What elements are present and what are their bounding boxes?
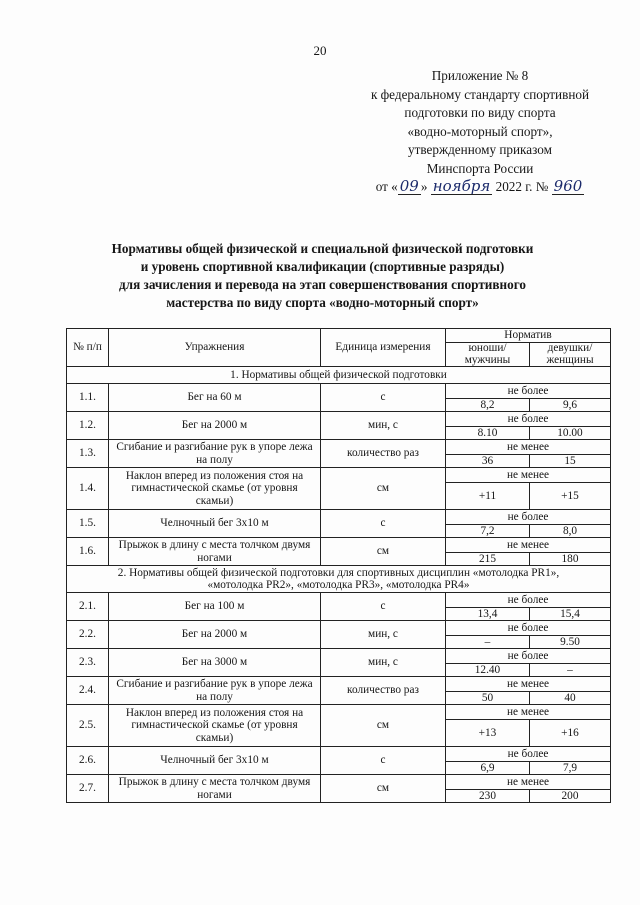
row-num: 2.3. [67, 649, 109, 677]
document-title [40, 240, 605, 312]
row-num: 1.1. [67, 384, 109, 412]
appendix-line: Минспорта России [426, 160, 534, 176]
row-unit: см [321, 775, 446, 803]
row-girls-value: 200 [530, 790, 611, 803]
page-number: 20 [313, 43, 327, 58]
row-condition: не менее [446, 468, 611, 483]
row-unit: мин, с [321, 649, 446, 677]
row-exercise: Сгибание и разгибание рук в упоре лежа на полу [109, 677, 321, 705]
row-exercise: Бег на 2000 м [109, 621, 321, 649]
row-girls-value: 10.00 [530, 427, 611, 440]
appendix-block [350, 67, 610, 197]
row-unit: см [321, 538, 446, 566]
row-unit: количество раз [321, 440, 446, 468]
row-exercise: Бег на 60 м [109, 384, 321, 412]
row-num: 1.4. [67, 468, 109, 510]
row-exercise: Бег на 100 м [109, 593, 321, 621]
row-condition: не менее [446, 440, 611, 455]
header-unit: Единица измерения [321, 329, 446, 367]
header-num: № п/п [67, 329, 109, 367]
row-num: 2.4. [67, 677, 109, 705]
row-exercise: Бег на 3000 м [109, 649, 321, 677]
row-boys-value: 36 [446, 455, 530, 468]
row-boys-value: 12.40 [446, 664, 530, 677]
row-boys-value: 8,2 [446, 399, 530, 412]
row-condition: не более [446, 747, 611, 762]
row-unit: мин, с [321, 412, 446, 440]
title-line: для зачисления и перевода на этап совершенствования спортивного [119, 277, 526, 292]
row-girls-value: +16 [530, 720, 611, 747]
appendix-date-line [350, 178, 610, 197]
header-exercise: Упражнения [109, 329, 321, 367]
appendix-line: к федеральному стандарту спортивной [370, 86, 590, 102]
section-title: 2. Нормативы общей физической подготовки для спортивных дисциплин «мотолодка PR1», «мотолодка PR2», «мотолодка PR3», «мотолодка PR4» [67, 566, 611, 593]
row-girls-value: +15 [530, 483, 611, 510]
row-girls-value: 7,9 [530, 762, 611, 775]
row-unit: с [321, 593, 446, 621]
row-boys-value: +13 [446, 720, 530, 747]
norms-table [66, 328, 611, 803]
row-exercise: Бег на 2000 м [109, 412, 321, 440]
row-boys-value: 6,9 [446, 762, 530, 775]
title-line: Нормативы общей физической и специальной физической подготовки [111, 241, 534, 256]
row-condition: не более [446, 621, 611, 636]
date-month: ноября [432, 177, 491, 195]
row-boys-value: 8.10 [446, 427, 530, 440]
row-condition: не более [446, 412, 611, 427]
row-condition: не более [446, 510, 611, 525]
row-exercise: Прыжок в длину с места толчком двумя ногами [109, 538, 321, 566]
row-num: 1.2. [67, 412, 109, 440]
row-condition: не менее [446, 705, 611, 720]
row-num: 1.6. [67, 538, 109, 566]
date-year: 2022 г. № [495, 179, 549, 194]
row-unit: см [321, 468, 446, 510]
row-exercise: Прыжок в длину с места толчком двумя ногами [109, 775, 321, 803]
row-num: 2.7. [67, 775, 109, 803]
row-num: 2.2. [67, 621, 109, 649]
row-num: 1.3. [67, 440, 109, 468]
row-unit: мин, с [321, 621, 446, 649]
row-num: 2.1. [67, 593, 109, 621]
row-condition: не менее [446, 677, 611, 692]
row-num: 2.6. [67, 747, 109, 775]
date-day: 09 [399, 177, 419, 195]
header-norm: Норматив [446, 329, 611, 343]
row-exercise: Наклон вперед из положения стоя на гимнастической скамье (от уровня скамьи) [109, 468, 321, 510]
row-exercise: Наклон вперед из положения стоя на гимнастической скамье (от уровня скамьи) [109, 705, 321, 747]
row-girls-value: – [530, 664, 611, 677]
row-boys-value: +11 [446, 483, 530, 510]
row-boys-value: 13,4 [446, 608, 530, 621]
section-title: 1. Нормативы общей физической подготовки [67, 367, 611, 384]
order-number: 960 [553, 177, 583, 195]
row-girls-value: 15,4 [530, 608, 611, 621]
title-line: мастерства по виду спорта «водно-моторный спорт» [166, 295, 479, 310]
row-boys-value: – [446, 636, 530, 649]
row-unit: с [321, 510, 446, 538]
row-num: 1.5. [67, 510, 109, 538]
row-exercise: Челночный бег 3х10 м [109, 747, 321, 775]
row-condition: не более [446, 384, 611, 399]
row-unit: с [321, 384, 446, 412]
header-girls: девушки/ женщины [530, 343, 611, 367]
appendix-line: Приложение № 8 [431, 68, 529, 83]
row-num: 2.5. [67, 705, 109, 747]
row-girls-value: 9,6 [530, 399, 611, 412]
date-prefix: от « [375, 179, 398, 194]
row-girls-value: 180 [530, 553, 611, 566]
row-girls-value: 8,0 [530, 525, 611, 538]
row-girls-value: 9.50 [530, 636, 611, 649]
title-line: и уровень спортивной квалификации (спортивные разряды) [140, 259, 505, 274]
row-boys-value: 7,2 [446, 525, 530, 538]
row-exercise: Челночный бег 3х10 м [109, 510, 321, 538]
row-condition: не менее [446, 538, 611, 553]
row-condition: не более [446, 593, 611, 608]
row-boys-value: 215 [446, 553, 530, 566]
row-exercise: Сгибание и разгибание рук в упоре лежа на полу [109, 440, 321, 468]
appendix-line: утвержденному приказом [408, 142, 552, 157]
appendix-line: подготовки по виду спорта [404, 105, 556, 120]
header-boys: юноши/ мужчины [446, 343, 530, 367]
date-mid: » [420, 179, 428, 194]
row-boys-value: 230 [446, 790, 530, 803]
row-girls-value: 15 [530, 455, 611, 468]
row-girls-value: 40 [530, 692, 611, 705]
appendix-line: «водно-моторный спорт», [407, 123, 553, 139]
row-condition: не более [446, 649, 611, 664]
row-unit: количество раз [321, 677, 446, 705]
row-condition: не менее [446, 775, 611, 790]
row-boys-value: 50 [446, 692, 530, 705]
row-unit: см [321, 705, 446, 747]
row-unit: с [321, 747, 446, 775]
